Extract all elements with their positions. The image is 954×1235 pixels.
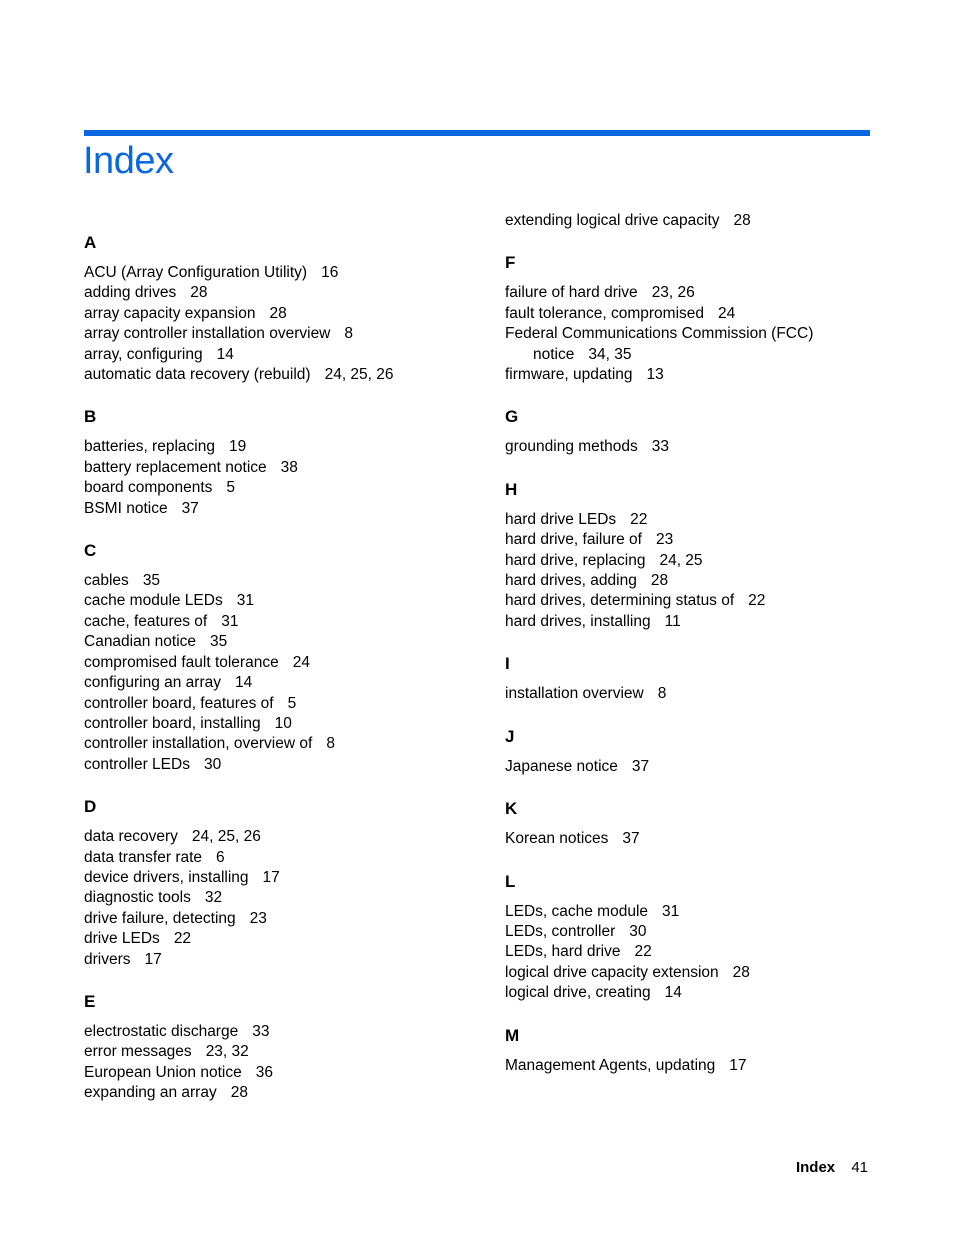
index-entry-pages[interactable]: 33: [651, 438, 669, 456]
index-entry: [505, 983, 905, 1003]
index-entry: [505, 530, 905, 550]
index-entry: [84, 827, 484, 847]
index-entry: [505, 942, 905, 962]
index-entry: [84, 848, 484, 868]
index-entry-pages[interactable]: 31: [221, 612, 239, 630]
index-entry-term: hard drives, installing: [505, 612, 651, 630]
index-entry-pages[interactable]: 28: [269, 304, 287, 322]
index-entry: [84, 478, 484, 498]
index-entry-term: controller installation, overview of: [84, 735, 313, 753]
index-entry: [84, 1063, 484, 1083]
index-entry-pages[interactable]: 17: [144, 950, 162, 968]
section-letter: M: [505, 1025, 520, 1045]
index-entry: [84, 571, 484, 591]
index-entry-term: firmware, updating: [505, 366, 633, 384]
index-entry-pages[interactable]: 22: [630, 510, 648, 528]
index-entry-term: grounding methods: [505, 438, 638, 456]
index-entry-term: logical drive, creating: [505, 984, 651, 1002]
index-entry-pages[interactable]: 19: [228, 438, 247, 456]
index-entry: [505, 922, 905, 942]
index-entry: [505, 612, 905, 632]
index-entry: [84, 673, 484, 693]
index-entry-pages[interactable]: 14: [216, 345, 234, 363]
index-section: [505, 871, 905, 1004]
index-entry: [84, 591, 484, 611]
index-entry-term: BSMI notice: [84, 499, 168, 517]
index-entry: [84, 694, 484, 714]
index-entry-pages[interactable]: 23, 26: [651, 284, 695, 302]
index-entry: [505, 551, 905, 571]
index-section: [505, 252, 905, 385]
index-section: [84, 991, 484, 1104]
index-entry-pages[interactable]: 24: [718, 304, 736, 322]
index-entry-term: logical drive capacity extension: [505, 963, 719, 981]
index-entry-term: European Union notice: [84, 1063, 242, 1081]
index-entry-pages[interactable]: 23: [656, 531, 674, 549]
index-entry-pages[interactable]: 22: [748, 592, 766, 610]
index-entry: [84, 324, 484, 344]
index-entry-pages[interactable]: 17: [729, 1056, 747, 1074]
page-title: Index: [83, 140, 174, 182]
index-section: [505, 406, 905, 457]
index-continued-entries: [505, 211, 905, 231]
index-entry-term: error messages: [84, 1043, 192, 1061]
section-letter: G: [505, 407, 519, 427]
section-letter: K: [505, 799, 518, 819]
index-entry-term: Korean notices: [505, 830, 609, 848]
index-entry-term: diagnostic tools: [84, 889, 191, 907]
index-entry-pages[interactable]: 28: [190, 284, 208, 302]
index-section: [505, 479, 905, 632]
index-entry-term: hard drive LEDs: [505, 510, 617, 528]
section-letter: D: [84, 797, 97, 817]
index-entry: [84, 263, 484, 283]
index-entry: [505, 304, 905, 324]
index-entry-term: Management Agents, updating: [505, 1056, 716, 1074]
index-entry-pages[interactable]: 8: [657, 685, 667, 703]
index-entry-pages[interactable]: 8: [326, 735, 335, 753]
index-column-right: [505, 211, 905, 1097]
index-entry-term: board components: [84, 479, 213, 497]
index-entry-pages[interactable]: 14: [664, 984, 682, 1002]
section-letter: A: [84, 233, 97, 252]
index-entry-pages[interactable]: 6: [216, 848, 225, 866]
index-entry: [84, 888, 484, 908]
index-entry-term: controller LEDs: [84, 755, 190, 773]
index-entry-pages[interactable]: 14: [235, 674, 253, 692]
index-entry: [505, 684, 905, 704]
index-entry-term: extending logical drive capacity: [505, 212, 720, 229]
index-entry-pages[interactable]: 5: [226, 479, 236, 497]
index-entry-pages[interactable]: 32: [204, 889, 223, 907]
index-entry-pages[interactable]: 28: [732, 963, 750, 981]
index-entry: [84, 612, 484, 632]
section-letter: I: [505, 654, 510, 674]
index-entry: [84, 714, 484, 734]
index-entry-pages[interactable]: 22: [173, 930, 192, 948]
index-entry-pages[interactable]: 37: [622, 830, 640, 848]
index-entry: [505, 571, 905, 591]
index-entry-term: device drivers, installing: [84, 868, 249, 886]
index-entry: [84, 653, 484, 673]
index-entry-term: cables: [84, 572, 129, 590]
index-entry: [84, 632, 484, 652]
index-entry-pages[interactable]: 35: [210, 633, 228, 651]
index-entry-term: cache module LEDs: [84, 592, 223, 610]
index-entry-term: LEDs, hard drive: [505, 943, 621, 961]
index-section: [505, 726, 905, 777]
index-entry: [505, 365, 905, 385]
index-entry-term: automatic data recovery (rebuild): [84, 366, 311, 384]
index-entry: [84, 283, 484, 303]
index-entry-term: battery replacement notice: [84, 458, 267, 476]
index-entry-term: installation overview: [505, 685, 644, 703]
title-rule: [84, 130, 870, 136]
index-entry-term: fault tolerance, compromised: [505, 304, 705, 322]
index-entry: [84, 1042, 484, 1062]
index-entry-term: hard drive, replacing: [505, 551, 646, 569]
index-entry: [84, 755, 484, 775]
index-entry-term: drive LEDs: [84, 930, 160, 948]
index-entry-pages[interactable]: 31: [236, 592, 254, 610]
index-entry: [84, 909, 484, 929]
index-entry-pages[interactable]: 37: [181, 499, 199, 517]
index-column-left: [84, 232, 484, 1125]
page-footer: [796, 1158, 868, 1178]
index-entry-pages[interactable]: 13: [646, 366, 664, 384]
section-letter: B: [84, 407, 97, 427]
index-entry-term: drivers: [84, 950, 131, 968]
index-entry-term: controller board, features of: [84, 694, 274, 712]
footer-page-number: 41: [851, 1159, 868, 1176]
index-entry: [84, 437, 484, 457]
index-entry-term: array controller installation overview: [84, 325, 331, 343]
index-entry: [505, 283, 905, 303]
index-entry-term: Federal Communications Commission (FCC) notice: [505, 325, 814, 363]
index-entry: [505, 211, 905, 231]
index-entry-term: LEDs, cache module: [505, 902, 649, 920]
index-entry-term: Japanese notice: [505, 757, 618, 775]
index-entry-term: array, configuring: [84, 345, 203, 363]
index-entry-pages[interactable]: 28: [650, 572, 669, 590]
index-entry-pages[interactable]: 31: [662, 902, 680, 920]
index-entry: [505, 437, 905, 457]
index-entry: [84, 304, 484, 324]
section-letter: C: [84, 541, 97, 561]
footer-section-label: Index: [795, 1159, 836, 1176]
index-entry-pages[interactable]: 23: [249, 909, 267, 927]
index-entry-pages[interactable]: 5: [287, 694, 297, 712]
index-entry-term: failure of hard drive: [505, 284, 638, 302]
index-entry-term: data recovery: [84, 828, 178, 846]
index-entry-pages[interactable]: 10: [274, 714, 292, 732]
index-entry: [505, 902, 905, 922]
index-entry-pages[interactable]: 17: [262, 868, 280, 886]
index-entry: [84, 345, 484, 365]
index-section: [505, 798, 905, 849]
index-entry: [84, 499, 484, 519]
index-entry-pages[interactable]: 23, 32: [205, 1043, 249, 1061]
index-entry: [84, 734, 484, 754]
index-entry-pages[interactable]: 24, 25: [659, 551, 703, 569]
index-section: [84, 406, 484, 519]
index-entry-pages[interactable]: 38: [280, 458, 298, 476]
index-entry: [505, 757, 905, 777]
index-entry: [84, 365, 484, 385]
index-entry-term: configuring an array: [84, 674, 221, 692]
index-entry-term: expanding an array: [84, 1084, 217, 1102]
index-entry-term: Canadian notice: [84, 633, 197, 651]
index-entry-term: ACU (Array Configuration Utility): [84, 264, 308, 281]
index-entry-pages[interactable]: 16: [321, 264, 339, 281]
section-letter: H: [505, 479, 518, 499]
index-entry-term: hard drives, determining status of: [505, 592, 735, 610]
index-entry-term: array capacity expansion: [84, 304, 256, 322]
index-entry-term: hard drive, failure of: [505, 531, 642, 549]
index-entry-pages[interactable]: 30: [203, 755, 222, 773]
index-entry-term: hard drives, adding: [505, 572, 637, 590]
section-letter: E: [84, 991, 96, 1011]
index-entry-term: adding drives: [84, 284, 177, 302]
index-entry: [505, 510, 905, 530]
index-entry-pages[interactable]: 11: [664, 612, 681, 630]
index-entry-term: electrostatic discharge: [84, 1022, 239, 1040]
index-section: [84, 232, 484, 385]
index-entry-pages[interactable]: 37: [631, 757, 650, 775]
index-entry: [84, 868, 484, 888]
index-entry-pages[interactable]: 8: [344, 325, 354, 343]
index-entry-pages[interactable]: 35: [142, 572, 161, 590]
index-entry-term: LEDs, controller: [505, 922, 616, 940]
index-entry: [505, 829, 905, 849]
index-entry-pages[interactable]: 33: [252, 1022, 270, 1040]
index-entry: [505, 963, 905, 983]
index-section: [505, 1025, 905, 1076]
index-entry: [505, 1056, 905, 1076]
index-entry-term: data transfer rate: [84, 848, 203, 866]
index-section: [84, 540, 484, 775]
index-entry-pages[interactable]: 36: [255, 1063, 273, 1081]
index-section: [505, 653, 905, 704]
index-entry-term: cache, features of: [84, 612, 208, 630]
index-section: [84, 796, 484, 970]
index-entry: [84, 929, 484, 949]
index-entry-pages[interactable]: 24, 25, 26: [191, 828, 261, 846]
index-entry-pages[interactable]: 28: [230, 1084, 248, 1102]
section-letter: J: [505, 726, 515, 746]
index-entry-term: drive failure, detecting: [84, 909, 236, 927]
index-entry: [84, 458, 484, 478]
section-letter: L: [505, 871, 516, 891]
index-entry-pages[interactable]: 22: [634, 943, 652, 961]
index-entry-term: compromised fault tolerance: [84, 653, 279, 671]
index-entry-term: batteries, replacing: [84, 438, 215, 456]
index-entry-pages[interactable]: 24: [292, 653, 310, 671]
index-entry-pages[interactable]: 30: [629, 922, 647, 940]
index-entry: [505, 324, 863, 365]
index-entry: [84, 1083, 484, 1103]
index-entry: [505, 591, 905, 611]
index-entry: [84, 950, 484, 970]
index-entry-pages[interactable]: 24, 25, 26: [324, 366, 394, 384]
section-letter: F: [505, 253, 516, 273]
index-entry-pages[interactable]: 34, 35: [588, 345, 632, 363]
index-entry-term: controller board, installing: [84, 714, 261, 732]
index-entry: [84, 1022, 484, 1042]
index-entry-pages[interactable]: 28: [733, 212, 751, 229]
